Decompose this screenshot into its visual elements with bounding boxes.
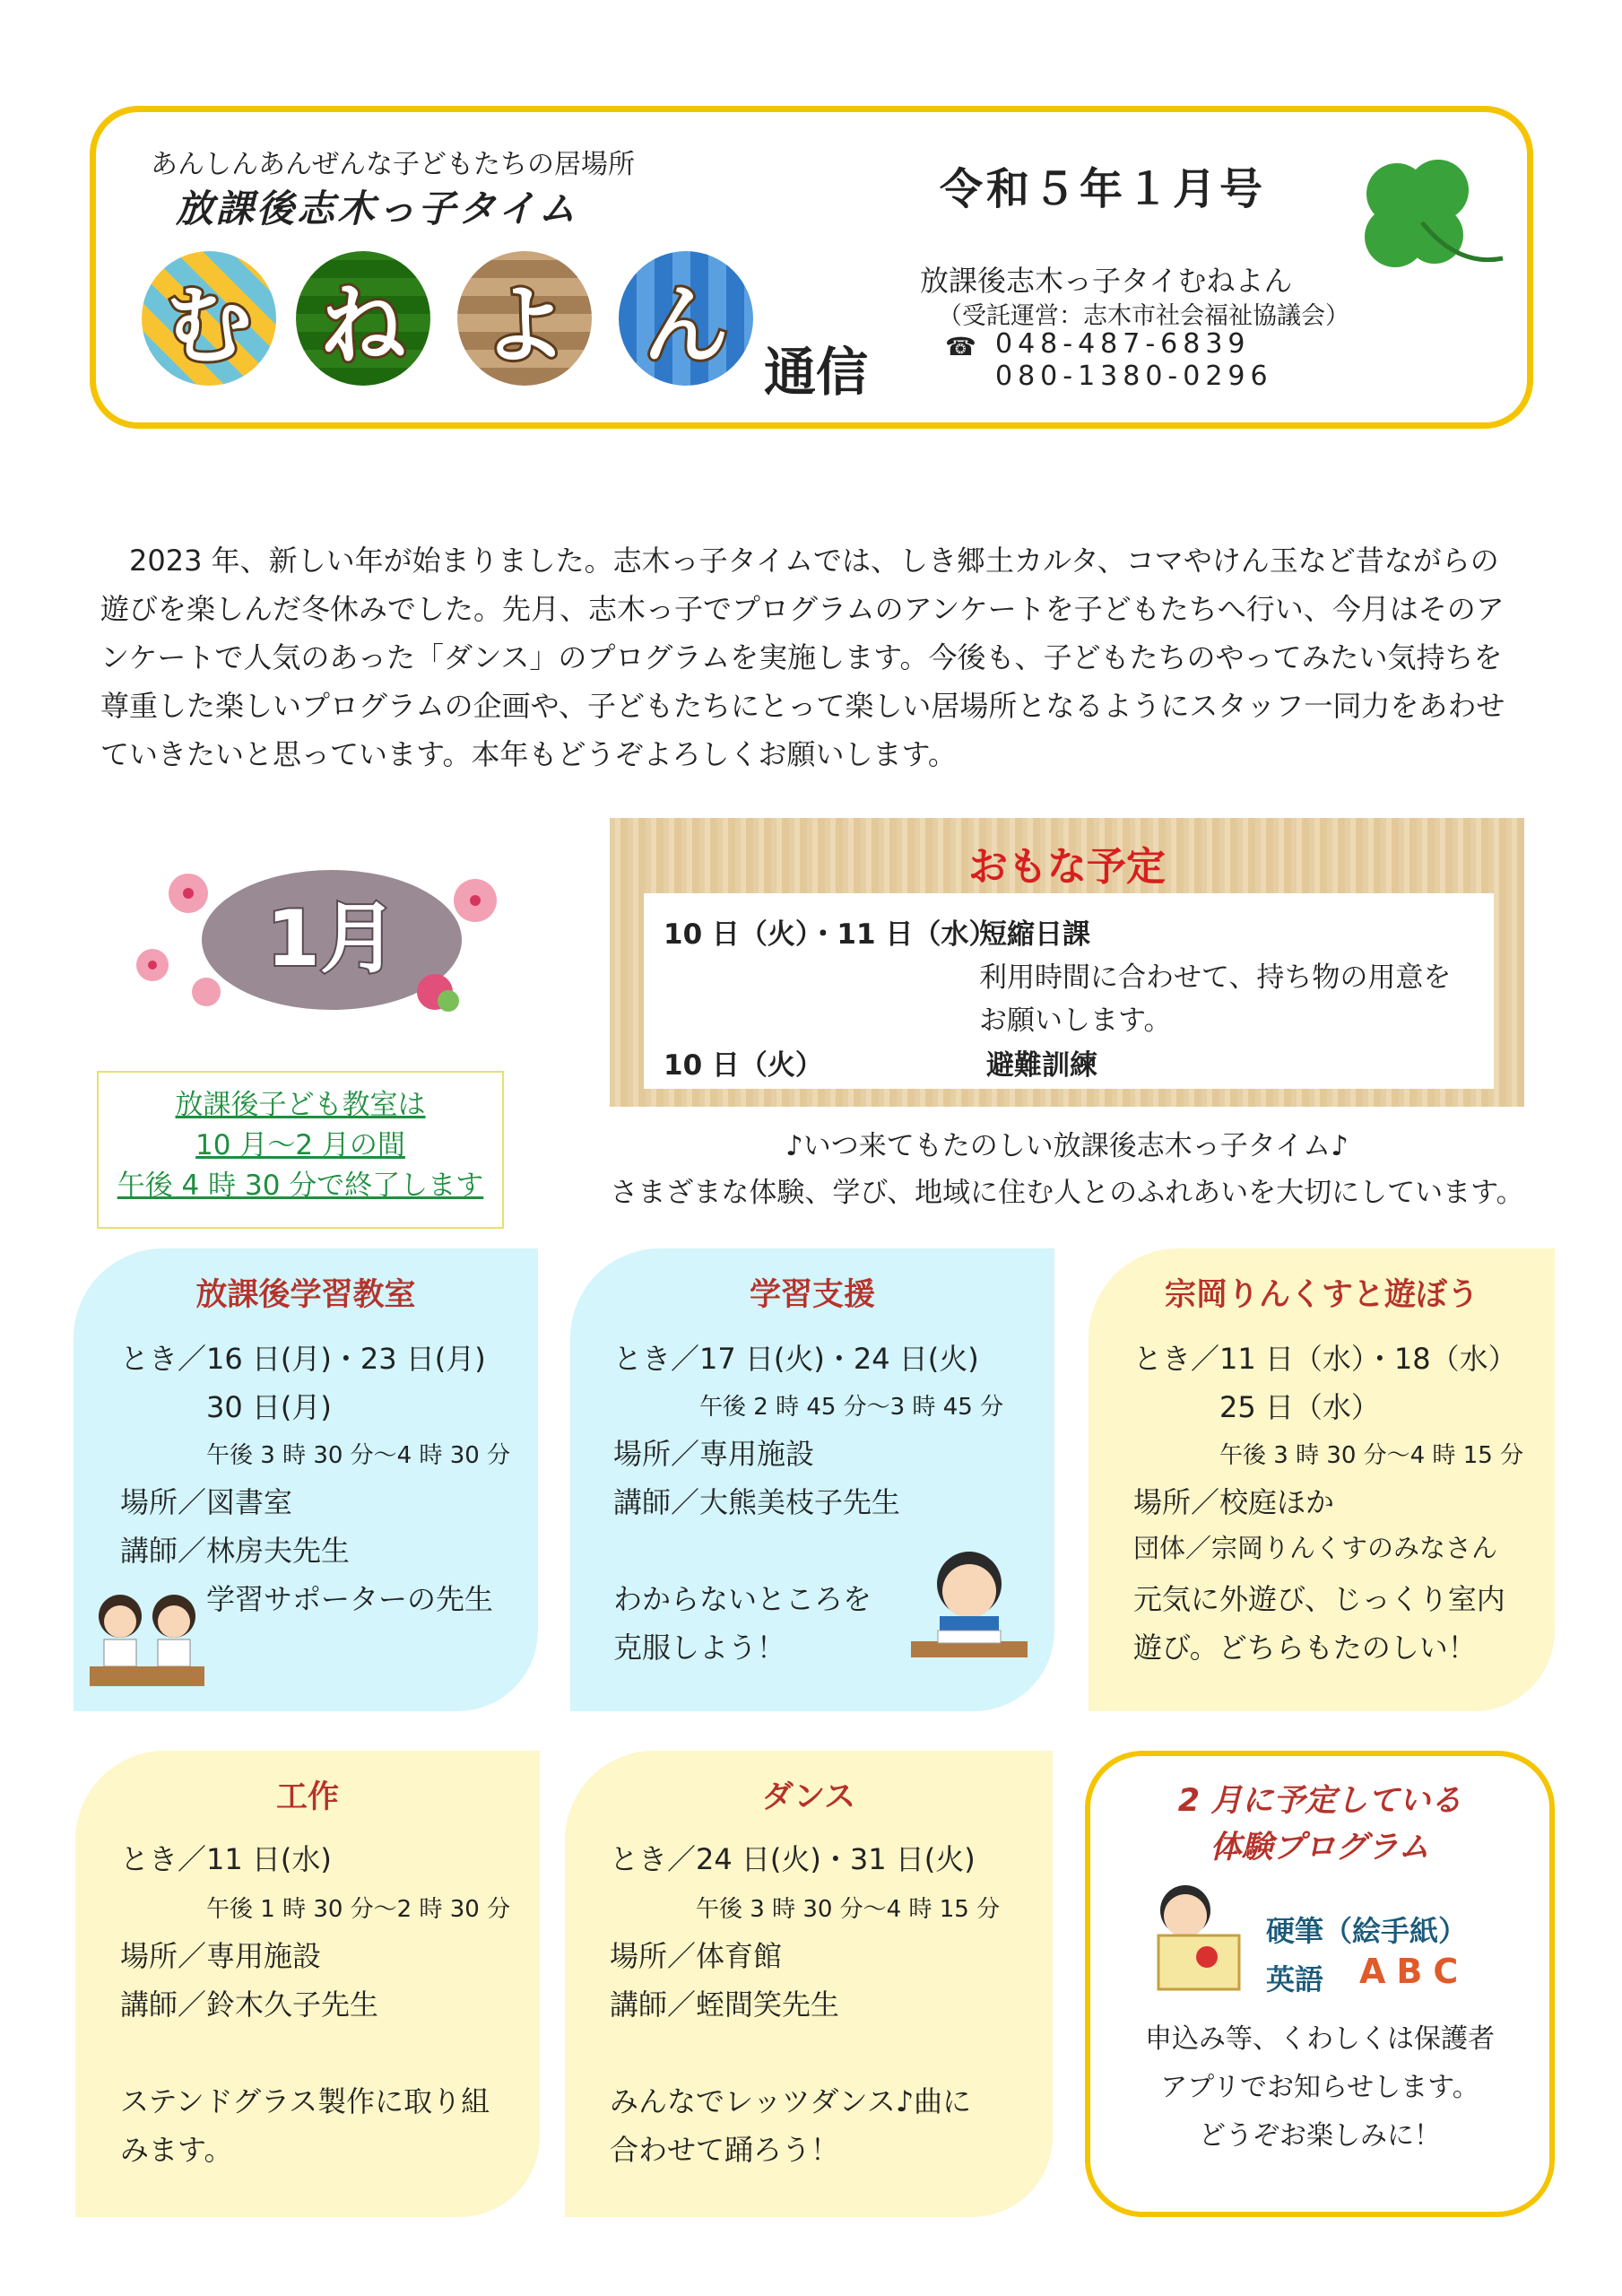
card-when: とき／17 日(火)・24 日(火) <box>613 1342 979 1376</box>
card-place: 場所／専用施設 <box>613 1437 815 1471</box>
program-card-february <box>1085 1751 1555 2217</box>
card-teacher: 講師／大熊美枝子先生 <box>613 1485 901 1519</box>
feb-program-1: 硬筆（絵手紙） <box>1266 1914 1468 1948</box>
program-card-study <box>74 1248 538 1711</box>
title-letter-mu: む <box>142 251 276 386</box>
card-place: 場所／図書室 <box>120 1485 293 1519</box>
notice-box <box>97 1071 504 1229</box>
card-time: 午後 3 時 30 分～4 時 15 分 <box>696 1896 1001 1923</box>
schedule-item-2-date: 10 日（火） <box>664 1049 823 1082</box>
org-name: 放課後志木っ子タイむねよん <box>920 264 1293 298</box>
card-when-2: 25 日（水） <box>1219 1390 1380 1424</box>
clover-icon <box>1341 151 1512 285</box>
card-title <box>1090 1778 1549 1871</box>
program-name: 放課後志木っ子タイム <box>176 187 579 230</box>
program-card-rinkusu <box>1089 1248 1555 1711</box>
card-place: 場所／校庭ほか <box>1133 1485 1335 1519</box>
tagline: あんしんあんぜんな子どもたちの居場所 <box>151 149 635 180</box>
card-time: 午後 3 時 30 分～4 時 30 分 <box>206 1442 511 1469</box>
month-label: 1月 <box>266 894 397 984</box>
card-desc-2: アプリでお知らせします。 <box>1160 2072 1479 2103</box>
org-operator: （受託運営：志木市社会福祉協議会） <box>938 302 1349 330</box>
program-card-craft <box>75 1751 540 2217</box>
abc-letters-icon: ABC <box>1359 1952 1470 1991</box>
notice-line-1: 放課後子ども教室は <box>175 1089 426 1121</box>
schedule-item-1-note-2: お願いします。 <box>979 1004 1172 1037</box>
schedule-item-2-event: 避難訓練 <box>986 1049 1097 1082</box>
card-title: 学習支援 <box>749 1277 875 1313</box>
title-letter-n: ん <box>619 251 753 386</box>
card-when-2: 30 日(月) <box>206 1390 332 1424</box>
title-tsushin: 通信 <box>764 342 869 403</box>
card-time: 午後 1 時 30 分～2 時 30 分 <box>206 1896 511 1923</box>
notice-line-2: 10 月～2 月の間 <box>195 1129 405 1161</box>
boy-with-letter-icon <box>1141 1880 1248 1996</box>
card-desc-1: 申込み等、くわしくは保護者 <box>1145 2023 1495 2055</box>
card-when: とき／16 日(月)・23 日(月) <box>120 1342 486 1376</box>
title-letter-ne: ね <box>296 251 430 386</box>
intro-paragraph: 2023 年、新しい年が始まりました。志木っ子タイムでは、しき郷土カルタ、コマやけん玉など昔ながらの遊びを楽しんだ冬休みでした。先月、志木っ子でプログラムのアンケートを子どもたちへ行い、今月はそのアンケートで人気のあった「ダンス」のプログラムを実施します。今後も、子どもたちのやってみたい気持ちを尊重した楽しいプログラムの企画や、子どもたちにとって楽しい居場所となるようにスタッフ一同力をあわせていきたいと思っています。本年もどうぞよろしくお願いします。 <box>100 544 1505 771</box>
card-title-line-2: 体験プログラム <box>1210 1830 1430 1866</box>
card-desc-1: ステンドグラス製作に取り組 <box>120 2084 490 2118</box>
schedule-title: おもな予定 <box>968 844 1166 890</box>
issue-label: 令和５年１月号 <box>940 164 1267 214</box>
motto-sub: さまざまな体験、学び、地域に住む人とのふれあいを大切にしています。 <box>610 1177 1524 1209</box>
notice-line-3: 午後 4 時 30 分で終了します <box>117 1170 484 1202</box>
phone-number-1: 048-487-6839 <box>995 328 1251 360</box>
studying-boy-icon <box>902 1537 1037 1672</box>
program-card-dance <box>565 1751 1053 2217</box>
month-badge-icon <box>117 857 502 1019</box>
schedule-item-1-note: 利用時間に合わせて、持ち物の用意を <box>979 961 1452 994</box>
card-when: とき／11 日(水) <box>120 1842 332 1876</box>
card-desc-1: 元気に外遊び、じっくり室内 <box>1133 1582 1505 1616</box>
feb-program-2: 英語 <box>1266 1962 1324 1996</box>
card-time: 午後 3 時 30 分～4 時 15 分 <box>1219 1442 1524 1469</box>
schedule-item-1-date: 10 日（火）・11 日（水） <box>664 918 997 951</box>
card-desc-1: みんなでレッツダンス♪曲に <box>610 2084 972 2118</box>
card-teacher: 講師／鈴木久子先生 <box>120 1987 379 2022</box>
phone-icon: ☎ <box>945 332 976 361</box>
card-desc-2: 克服しよう！ <box>613 1631 786 1665</box>
card-desc-3: どうぞお楽しみに！ <box>1199 2120 1441 2152</box>
card-desc-2: 合わせて踊ろう！ <box>610 2133 840 2167</box>
card-time: 午後 2 時 45 分～3 時 45 分 <box>699 1394 1004 1421</box>
card-group: 団体／宗岡りんくすのみなさん <box>1133 1533 1498 1563</box>
card-title: 宗岡りんくすと遊ぼう <box>1164 1277 1479 1313</box>
card-teacher: 講師／林房夫先生 <box>120 1534 351 1568</box>
schedule-item-1-event: 短縮日課 <box>979 918 1090 951</box>
card-title: ダンス <box>761 1779 856 1815</box>
card-desc-1: わからないところを <box>613 1582 872 1616</box>
card-when: とき／11 日（水）・18（水） <box>1133 1342 1517 1376</box>
phone-number-2: 080-1380-0296 <box>995 361 1273 392</box>
card-title: 工作 <box>275 1779 339 1815</box>
card-title-line-1: 2 月に予定している <box>1177 1783 1462 1819</box>
card-extra: 学習サポーターの先生 <box>206 1582 494 1616</box>
card-desc-2: 遊び。どちらもたのしい！ <box>1133 1631 1477 1665</box>
card-desc-2: みます。 <box>120 2133 233 2167</box>
card-place: 場所／体育館 <box>610 1939 783 1973</box>
motto: ♪いつ来てもたのしい放課後志木っ子タイム♪ <box>785 1130 1349 1162</box>
card-place: 場所／専用施設 <box>120 1939 322 1973</box>
students-illustration-icon <box>84 1580 210 1697</box>
card-teacher: 講師／蛭間笑先生 <box>610 1987 840 2022</box>
card-title: 放課後学習教室 <box>195 1277 416 1313</box>
program-card-support <box>570 1248 1054 1711</box>
card-when: とき／24 日(火)・31 日(火) <box>610 1842 976 1876</box>
title-letter-yo: よ <box>457 251 592 386</box>
